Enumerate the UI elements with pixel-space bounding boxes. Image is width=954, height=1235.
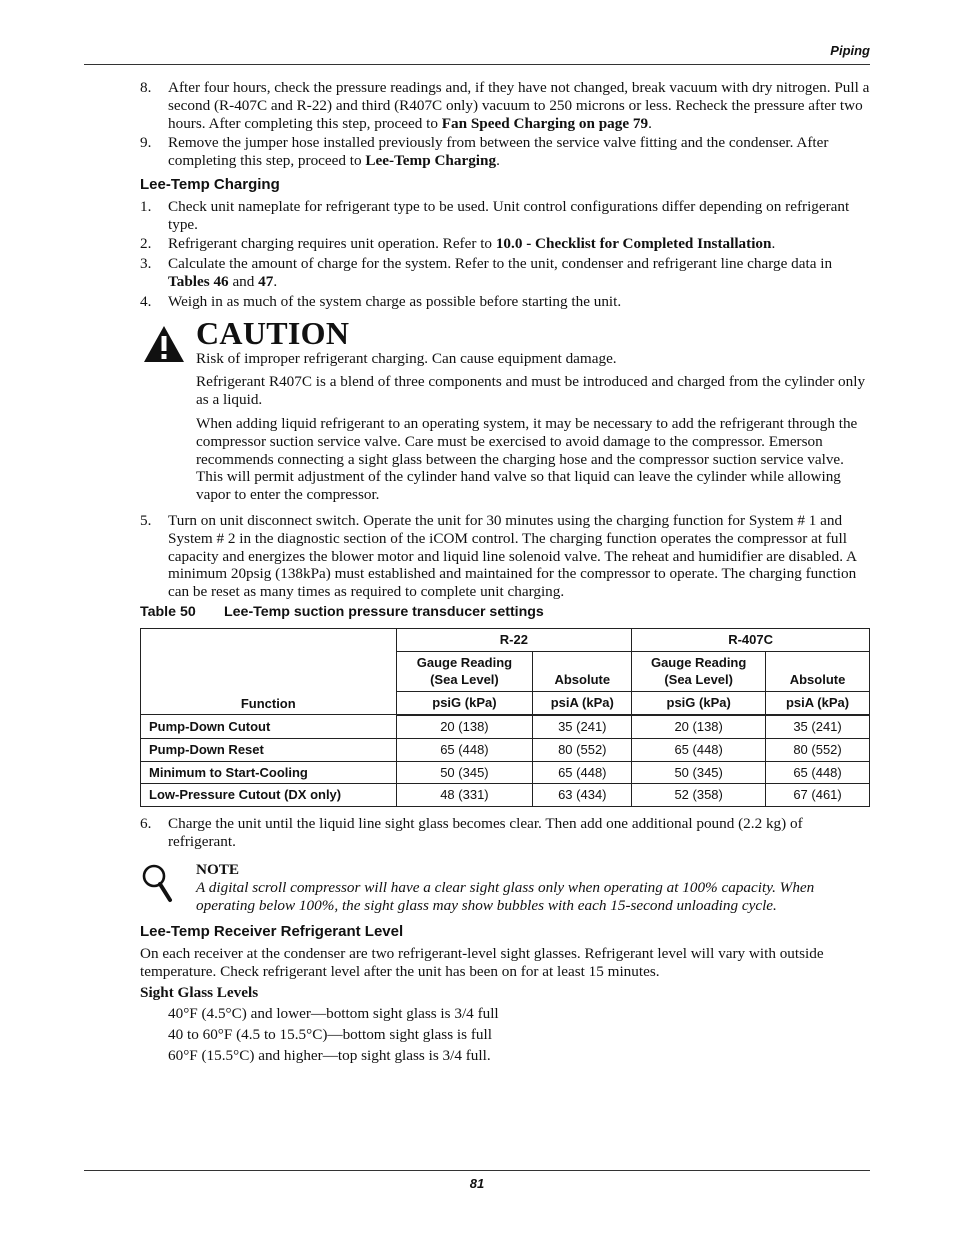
step-text-tail: .	[496, 152, 500, 170]
cross-reference: Lee-Temp Charging	[365, 152, 497, 170]
table-row	[141, 738, 870, 761]
step-number: 5.	[140, 511, 152, 529]
value-cell: 65 (448)	[766, 761, 870, 784]
caution-paragraph: When adding liquid refrigerant to an operating system, it may be necessary to add the refrigerant through the compressor suction service valve. Care must be exercised to avoid damage to the compressor. Emerson recommends connecting a sight glass between the charging hose and the compressor suction service valve. This will permit adjustment of the cylinder hand valve so that liquid can leave the cylinder while allowing vapor to enter the compressor.	[196, 414, 858, 504]
unit-header: psiG (kPa)	[396, 692, 533, 715]
step-number: 3.	[140, 255, 152, 273]
table-caption	[140, 604, 870, 622]
step-number: 1.	[140, 197, 152, 215]
group-header-r407c: R-407C	[632, 628, 870, 651]
caution-paragraph: Risk of improper refrigerant charging. Can cause equipment damage.	[196, 349, 617, 367]
column-header: Absolute	[766, 651, 870, 692]
step-text: After four hours, check the pressure readings and, if they have not changed, break vacuum with dry nitrogen. Pull a second (R-407C and R-22) and third (R407C only) vacuum to 250 microns or less. Recheck the pressure after two hours. After completing this step, proceed to	[168, 79, 870, 132]
value-cell: 67 (461)	[766, 784, 870, 807]
step-text-tail: .	[648, 114, 652, 132]
step-5	[140, 512, 870, 601]
cross-reference: 10.0 - Checklist for Completed Installation	[495, 235, 772, 253]
table-title: Lee-Temp suction pressure transducer settings	[224, 603, 544, 620]
unit-header: psiG (kPa)	[632, 692, 766, 715]
step-8	[140, 79, 870, 132]
step-text: Turn on unit disconnect switch. Operate the unit for 30 minutes using the charging function for System # 1 and System # 2 in the diagnostic section of the iCOM control. The charging function operates the compressor at full capacity and energizes the blower motor and liquid line solenoid valve. The reheat and humidifier are disabled. A minimum 20psig (138kPa) must established and maintained for the compressor to operate. The charging function can be reset as many times as required to complete unit charging.	[168, 511, 857, 601]
step-text: Charge the unit until the liquid line sight glass becomes clear. Then add one additional pound (2.2 kg) of refrigerant.	[168, 815, 803, 850]
value-cell: 52 (358)	[632, 784, 766, 807]
value-cell: 65 (448)	[533, 761, 632, 784]
value-cell: 20 (138)	[632, 715, 766, 738]
function-header: Function	[141, 628, 397, 715]
sight-glass-level: 60°F (15.5°C) and higher—top sight glass is 3/4 full.	[168, 1046, 491, 1064]
step-6	[140, 815, 870, 851]
step-text: Remove the jumper hose installed previously from between the service valve fitting and the condenser. After completing this step, proceed to	[168, 134, 829, 170]
value-cell: 65 (448)	[396, 738, 533, 761]
value-cell: 65 (448)	[632, 738, 766, 761]
value-cell: 35 (241)	[766, 715, 870, 738]
group-header-r22: R-22	[396, 628, 632, 651]
note-text: A digital scroll compressor will have a clear sight glass only when operating at 100% capacity. When operating below 100%, the sight glass may show bubbles with each 15-second unloading cycle.	[196, 879, 815, 915]
cross-reference: Fan Speed Charging on page 79	[441, 114, 649, 132]
value-cell: 50 (345)	[632, 761, 766, 784]
step-number: 2.	[140, 235, 152, 253]
sight-glass-subheading: Sight Glass Levels	[140, 984, 259, 1002]
function-cell: Low-Pressure Cutout (DX only)	[141, 784, 397, 807]
page-content	[140, 79, 870, 1068]
value-cell: 50 (345)	[396, 761, 533, 784]
caution-paragraph: Refrigerant R407C is a blend of three components and must be introduced and charged from the cylinder only as a liquid.	[196, 373, 866, 409]
value-cell: 80 (552)	[766, 738, 870, 761]
receiver-paragraph: On each receiver at the condenser are two refrigerant-level sight glasses. Refrigerant level will vary with outside temperature. Check refrigerant level after the unit has been on for at least 15 minutes.	[140, 944, 824, 980]
step-text: Weigh in as much of the system charge as possible before starting the unit.	[168, 292, 622, 310]
pressure-settings-table	[140, 628, 870, 807]
column-header: Gauge Reading (Sea Level)	[632, 651, 766, 692]
table-row	[141, 715, 870, 738]
value-cell: 48 (331)	[396, 784, 533, 807]
column-header: Absolute	[533, 651, 632, 692]
section-heading-lee-temp-charging: Lee-Temp Charging	[140, 175, 280, 193]
caution-block	[140, 314, 870, 504]
page-number: 81	[469, 1176, 485, 1191]
step-3	[140, 255, 870, 291]
sight-glass-level: 40 to 60°F (4.5 to 15.5°C)—bottom sight glass is full	[168, 1026, 492, 1044]
step-text: Check unit nameplate for refrigerant type to be used. Unit control configurations differ depending on refrigerant type.	[168, 197, 850, 233]
value-cell: 80 (552)	[533, 738, 632, 761]
column-header: Gauge Reading (Sea Level)	[396, 651, 533, 692]
function-cell: Pump-Down Reset	[141, 738, 397, 761]
step-4	[140, 293, 870, 311]
running-header: Piping	[830, 43, 870, 58]
step-2	[140, 235, 870, 253]
note-title: NOTE	[196, 860, 240, 878]
step-number: 6.	[140, 815, 152, 833]
unit-header: psiA (kPa)	[533, 692, 632, 715]
table-label: Table 50	[140, 603, 196, 620]
step-number: 8.	[140, 79, 152, 96]
value-cell: 63 (434)	[533, 784, 632, 807]
cross-reference: Tables 46	[168, 272, 229, 290]
function-cell: Pump-Down Cutout	[141, 715, 397, 738]
header-rule	[84, 64, 870, 65]
caution-title: CAUTION	[196, 314, 350, 351]
table-row	[141, 761, 870, 784]
cross-reference: 47	[258, 272, 274, 290]
note-block	[140, 861, 870, 915]
step-number: 4.	[140, 292, 152, 310]
warning-triangle-icon	[142, 324, 186, 364]
step-9	[140, 134, 870, 170]
step-text: Calculate the amount of charge for the system. Refer to the unit, condenser and refrigerant line charge data in	[168, 255, 833, 273]
table-group-header-row	[141, 628, 870, 651]
magnifier-icon	[140, 863, 174, 903]
value-cell: 35 (241)	[533, 715, 632, 738]
sight-glass-level: 40°F (4.5°C) and lower—bottom sight glass is 3/4 full	[168, 1005, 499, 1023]
step-text-tail: .	[771, 235, 776, 253]
step-number: 9.	[140, 134, 152, 152]
value-cell: 20 (138)	[396, 715, 533, 738]
table-row	[141, 784, 870, 807]
section-heading-receiver: Lee-Temp Receiver Refrigerant Level	[140, 923, 404, 941]
step-text-mid: and	[228, 272, 259, 290]
step-1	[140, 198, 870, 234]
function-cell: Minimum to Start-Cooling	[141, 761, 397, 784]
unit-header: psiA (kPa)	[766, 692, 870, 715]
step-text: Refrigerant charging requires unit operation. Refer to	[168, 235, 496, 253]
footer-rule	[84, 1170, 870, 1171]
step-text-tail: .	[273, 272, 278, 290]
